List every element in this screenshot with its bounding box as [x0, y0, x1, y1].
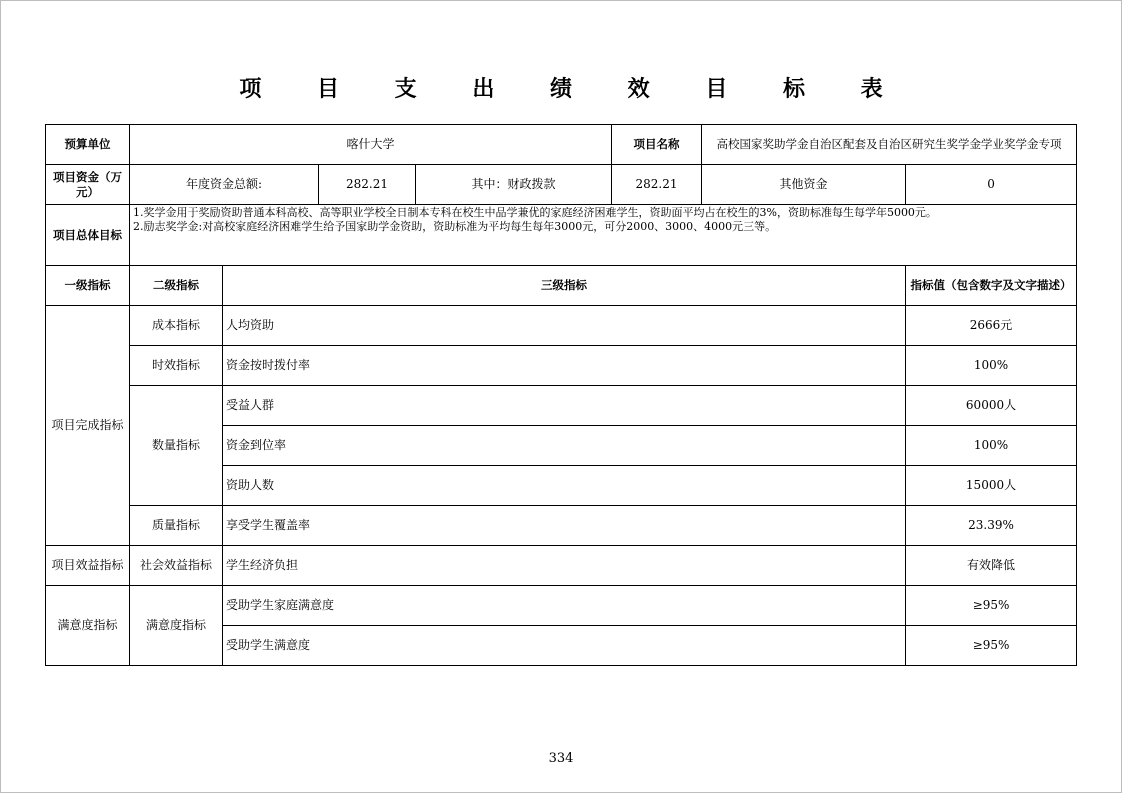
level3-cell: 资金按时拨付率	[223, 346, 906, 386]
level3-cell: 资助人数	[223, 466, 906, 506]
table-row	[46, 306, 1077, 346]
level3-header: 三级指标	[223, 266, 906, 306]
level3-cell: 享受学生覆盖率	[223, 506, 906, 546]
level3-cell: 学生经济负担	[223, 546, 906, 586]
level2-cell: 成本指标	[130, 306, 223, 346]
level2-cell: 质量指标	[130, 506, 223, 546]
budget-unit-value: 喀什大学	[130, 125, 612, 165]
value-cell: 15000人	[906, 466, 1077, 506]
page-title: 项 目 支 出 绩 效 目 标 表	[239, 77, 907, 102]
level3-cell: 资金到位率	[223, 426, 906, 466]
group-satisfaction: 满意度指标	[46, 586, 130, 666]
level3-cell: 受助学生家庭满意度	[223, 586, 906, 626]
fiscal-funds-value: 282.21	[612, 165, 702, 205]
level2-cell: 时效指标	[130, 346, 223, 386]
header-row	[46, 125, 1077, 165]
value-cell: ≥95%	[906, 586, 1077, 626]
total-funds-label: 年度资金总额:	[130, 165, 319, 205]
table-row	[46, 346, 1077, 386]
goal-line-1: 1.奖学金用于奖励资助普通本科高校、高等职业学校全日制本专科在校生中品学兼优的家庭经济困难学生，资助面平均占在校生的3%，资助标准每生每学年5000元。	[133, 206, 937, 219]
value-cell: 2666元	[906, 306, 1077, 346]
table-row	[46, 546, 1077, 586]
goal-text	[130, 205, 1077, 266]
page-number: 334	[548, 751, 574, 766]
funds-label: 项目资金（万元）	[46, 165, 130, 205]
level2-header: 二级指标	[130, 266, 223, 306]
goal-line-2: 2.励志奖学金:对高校家庭经济困难学生给予国家助学金资助，资助标准为平均每生每年3000元，可分2000、3000、4000元三等。	[133, 220, 777, 233]
table-row	[46, 586, 1077, 626]
goal-row	[46, 205, 1077, 266]
value-cell: 100%	[906, 346, 1077, 386]
table-row	[46, 506, 1077, 546]
project-name-value: 高校国家奖助学金自治区配套及自治区研究生奖学金学业奖学金专项	[702, 125, 1077, 165]
level3-cell: 受助学生满意度	[223, 626, 906, 666]
value-cell: 有效降低	[906, 546, 1077, 586]
value-cell: 23.39%	[906, 506, 1077, 546]
value-cell: ≥95%	[906, 626, 1077, 666]
performance-target-table	[45, 124, 1077, 666]
value-header: 指标值（包含数字及文字描述）	[906, 266, 1077, 306]
value-cell: 100%	[906, 426, 1077, 466]
table-row	[46, 386, 1077, 426]
group-completion: 项目完成指标	[46, 306, 130, 546]
other-funds-label: 其他资金	[702, 165, 906, 205]
other-funds-value: 0	[906, 165, 1077, 205]
goal-label: 项目总体目标	[46, 205, 130, 266]
value-cell: 60000人	[906, 386, 1077, 426]
budget-unit-label: 预算单位	[46, 125, 130, 165]
column-header-row	[46, 266, 1077, 306]
group-benefit: 项目效益指标	[46, 546, 130, 586]
level3-cell: 受益人群	[223, 386, 906, 426]
project-name-label: 项目名称	[612, 125, 702, 165]
funds-row	[46, 165, 1077, 205]
total-funds-value: 282.21	[319, 165, 416, 205]
level2-cell: 数量指标	[130, 386, 223, 506]
fiscal-funds-label: 其中：财政拨款	[416, 165, 612, 205]
level2-cell: 社会效益指标	[130, 546, 223, 586]
level2-cell: 满意度指标	[130, 586, 223, 666]
level1-header: 一级指标	[46, 266, 130, 306]
level3-cell: 人均资助	[223, 306, 906, 346]
